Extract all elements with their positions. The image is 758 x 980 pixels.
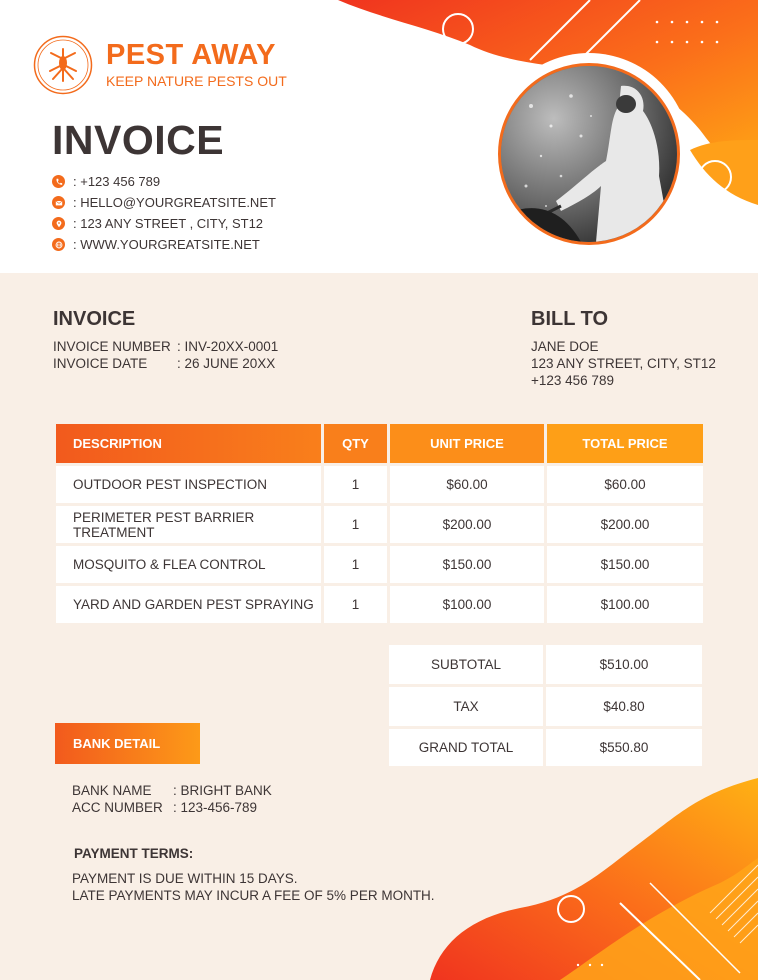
bill-to-address: 123 ANY STREET, CITY, ST12 [531, 356, 716, 371]
grand-total-row [389, 729, 702, 766]
row-qty: 1 [324, 546, 387, 583]
invoice-meta [53, 338, 278, 372]
payment-terms-line: LATE PAYMENTS MAY INCUR A FEE OF 5% PER MONTH. [72, 888, 435, 903]
items-table [53, 421, 706, 626]
header-qty: QTY [324, 424, 387, 463]
globe-icon [52, 238, 65, 251]
header-unit-price: UNIT PRICE [390, 424, 544, 463]
brand-tagline: KEEP NATURE PESTS OUT [106, 73, 287, 89]
table-row [56, 586, 703, 623]
header-description: DESCRIPTION [56, 424, 321, 463]
subtotal-label: SUBTOTAL [389, 645, 543, 684]
bill-to-details [531, 338, 716, 389]
contact-list [52, 171, 276, 255]
invoice-date-value: : 26 JUNE 20XX [177, 356, 276, 371]
row-qty: 1 [324, 586, 387, 623]
contact-email[interactable]: : HELLO@YOURGREATSITE.NET [52, 192, 276, 213]
acc-number-label: ACC NUMBER [72, 800, 163, 815]
row-description: YARD AND GARDEN PEST SPRAYING [56, 586, 321, 623]
bank-details [72, 782, 272, 816]
invoice-number-value: : INV-20XX-0001 [177, 339, 279, 354]
row-qty: 1 [324, 466, 387, 503]
acc-number-value: : 123-456-789 [173, 800, 258, 815]
row-total-price: $200.00 [547, 506, 703, 543]
mosquito-logo-icon [33, 35, 93, 95]
payment-terms-text [72, 870, 435, 904]
row-unit-price: $150.00 [390, 546, 544, 583]
totals-table [386, 642, 705, 769]
pest-control-photo [498, 63, 680, 245]
row-unit-price: $200.00 [390, 506, 544, 543]
bill-to-name: JANE DOE [531, 339, 599, 354]
row-unit-price: $60.00 [390, 466, 544, 503]
table-row [56, 506, 703, 543]
payment-terms-heading: PAYMENT TERMS: [74, 846, 194, 861]
row-total-price: $100.00 [547, 586, 703, 623]
row-description: OUTDOOR PEST INSPECTION [56, 466, 321, 503]
header-total-price: TOTAL PRICE [547, 424, 703, 463]
subtotal-row [389, 645, 702, 684]
phone-icon [52, 175, 65, 188]
row-description: PERIMETER PEST BARRIER TREATMENT [56, 506, 321, 543]
items-header-row [56, 424, 703, 463]
invoice-heading: INVOICE [53, 308, 136, 330]
table-row [56, 466, 703, 503]
photo-frame [488, 53, 690, 255]
grand-total-label: GRAND TOTAL [389, 729, 543, 766]
payment-terms-line: PAYMENT IS DUE WITHIN 15 DAYS. [72, 871, 298, 886]
subtotal-value: $510.00 [546, 645, 702, 684]
page-title: INVOICE [52, 117, 225, 163]
contact-website[interactable]: : WWW.YOURGREATSITE.NET [52, 234, 276, 255]
header-section [0, 0, 758, 273]
tax-row [389, 687, 702, 726]
tax-label: TAX [389, 687, 543, 726]
tax-value: $40.80 [546, 687, 702, 726]
bank-name-label: BANK NAME [72, 783, 152, 798]
row-unit-price: $100.00 [390, 586, 544, 623]
grand-total-value: $550.80 [546, 729, 702, 766]
contact-address: : 123 ANY STREET , CITY, ST12 [52, 213, 276, 234]
invoice-number-label: INVOICE NUMBER [53, 339, 171, 354]
row-total-price: $150.00 [547, 546, 703, 583]
bill-to-heading: BILL TO [531, 308, 609, 330]
mail-icon [52, 196, 65, 209]
row-qty: 1 [324, 506, 387, 543]
bank-detail-heading: BANK DETAIL [55, 723, 200, 764]
invoice-date-label: INVOICE DATE [53, 356, 148, 371]
bank-name-value: : BRIGHT BANK [173, 783, 272, 798]
brand-name: PEST AWAY [106, 39, 276, 71]
contact-phone: : +123 456 789 [52, 171, 276, 192]
row-total-price: $60.00 [547, 466, 703, 503]
row-description: MOSQUITO & FLEA CONTROL [56, 546, 321, 583]
bill-to-phone: +123 456 789 [531, 373, 614, 388]
location-icon [52, 217, 65, 230]
table-row [56, 546, 703, 583]
